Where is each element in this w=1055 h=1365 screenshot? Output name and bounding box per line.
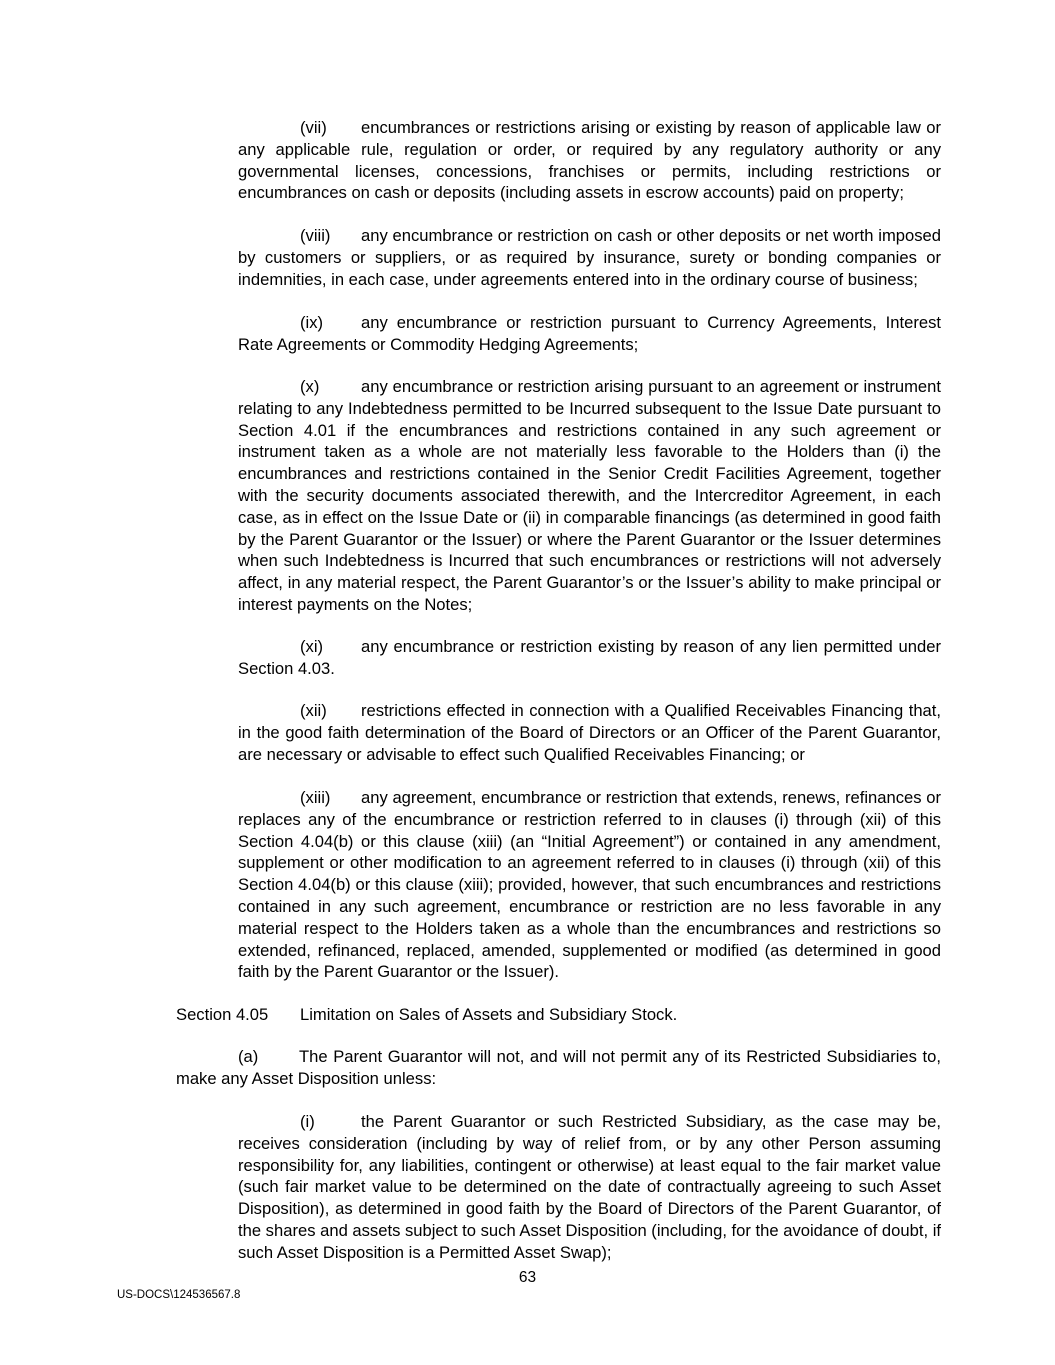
clause-text: the Parent Guarantor or such Restricted Subsidiary, as the case may be, receives consideration (including by way of relief from, or by any other Person assuming responsibility for, any liabilities, contingent or otherwise) at least equal to the fair market value (such fair market value to be determined on the date of contractually agreeing to such Asset Disposition), as determined in good faith by the Board of Directors of the Parent Guarantor, of the shares and assets subject to such Asset Disposition (including, for the avoidance of doubt, if such Asset Disposition is a Permitted Asset Swap); xyxy=(238,1112,941,1262)
paragraph-a xyxy=(176,1046,941,1090)
section-title: Limitation on Sales of Assets and Subsidiary Stock. xyxy=(300,1005,678,1024)
clause-ix xyxy=(238,312,941,356)
paragraph-text: The Parent Guarantor will not, and will not permit any of its Restricted Subsidiaries to, make any Asset Disposition unless: xyxy=(176,1047,941,1088)
clause-text: any agreement, encumbrance or restriction that extends, renews, refinances or replaces any of the encumbrance or restriction referred to in clauses (i) through (xii) of this Section 4.04(b) or this clause (xiii) (an “Initial Agreement”) or contained in any amendment, supplement or other modification to an agreement referred to in clauses (i) through (xii) of this Section 4.04(b) or this clause (xiii); provided, however, that such encumbrances and restrictions contained in any such agreement, encumbrance or restriction are no less favorable in any material respect to the Holders taken as a whole than the encumbrances and restrictions so extended, refinanced, replaced, amended, supplemented or modified (as determined in good faith by the Parent Guarantor or the Issuer). xyxy=(238,788,941,982)
clause-text: any encumbrance or restriction arising pursuant to an agreement or instrument relating to any Indebtedness permitted to be Incurred subsequent to the Issue Date pursuant to Section 4.01 if the encumbrances and restrictions contained in any such agreement or instrument taken as a whole are not materially less favorable to the Holders than (i) the encumbrances and restrictions contained in the Senior Credit Facilities Agreement, together with the security documents associated therewith, and the Intercreditor Agreement, in each case, as in effect on the Issue Date or (ii) in comparable financings (as determined in good faith by the Parent Guarantor or the Issuer) or where the Parent Guarantor or the Issuer determines when such Indebtedness is Incurred that such encumbrances or restrictions will not adversely affect, in any material respect, the Parent Guarantor’s or the Issuer’s ability to make principal or interest payments on the Notes; xyxy=(238,377,941,614)
clause-xi xyxy=(238,636,941,680)
clause-text: restrictions effected in connection with a Qualified Receivables Financing that, in the good faith determination of the Board of Directors or an Officer of the Parent Guarantor, are necessary or advisable to effect such Qualified Receivables Financing; or xyxy=(238,701,941,764)
clause-text: encumbrances or restrictions arising or existing by reason of applicable law or any applicable rule, regulation or order, or required by any regulatory authority or any governmental licenses, concessions, franchises or permits, including restrictions or encumbrances on cash or deposits (including assets in escrow accounts) paid on property; xyxy=(238,118,941,203)
clause-number: (xiii) xyxy=(300,788,331,807)
paragraph-number: (a) xyxy=(238,1047,259,1066)
clause-number: (xii) xyxy=(300,701,327,720)
clause-text: any encumbrance or restriction on cash or other deposits or net worth imposed by customers or suppliers, or as required by insurance, surety or bonding companies or indemnities, in each case, under agreements entered into in the ordinary course of business; xyxy=(238,226,941,289)
clause-vii xyxy=(238,117,941,204)
clause-number: (ix) xyxy=(300,313,324,332)
page-number: 63 xyxy=(518,1269,537,1286)
clause-text: any encumbrance or restriction existing by reason of any lien permitted under Section 4.03. xyxy=(238,637,941,678)
clause-xiii xyxy=(238,787,941,983)
clause-xii xyxy=(238,700,941,765)
clause-number: (vii) xyxy=(300,118,327,137)
clause-x xyxy=(238,376,941,616)
clause-i xyxy=(238,1111,941,1264)
section-number: Section 4.05 xyxy=(176,1005,269,1024)
clause-number: (i) xyxy=(300,1112,315,1131)
clause-number: (x) xyxy=(300,377,320,396)
document-id: US-DOCS\124536567.8 xyxy=(117,1289,241,1301)
clause-text: any encumbrance or restriction pursuant to Currency Agreements, Interest Rate Agreements or Commodity Hedging Agreements; xyxy=(238,313,941,354)
clause-number: (xi) xyxy=(300,637,324,656)
section-heading xyxy=(176,1004,677,1026)
clause-viii xyxy=(238,225,941,290)
clause-number: (viii) xyxy=(300,226,331,245)
